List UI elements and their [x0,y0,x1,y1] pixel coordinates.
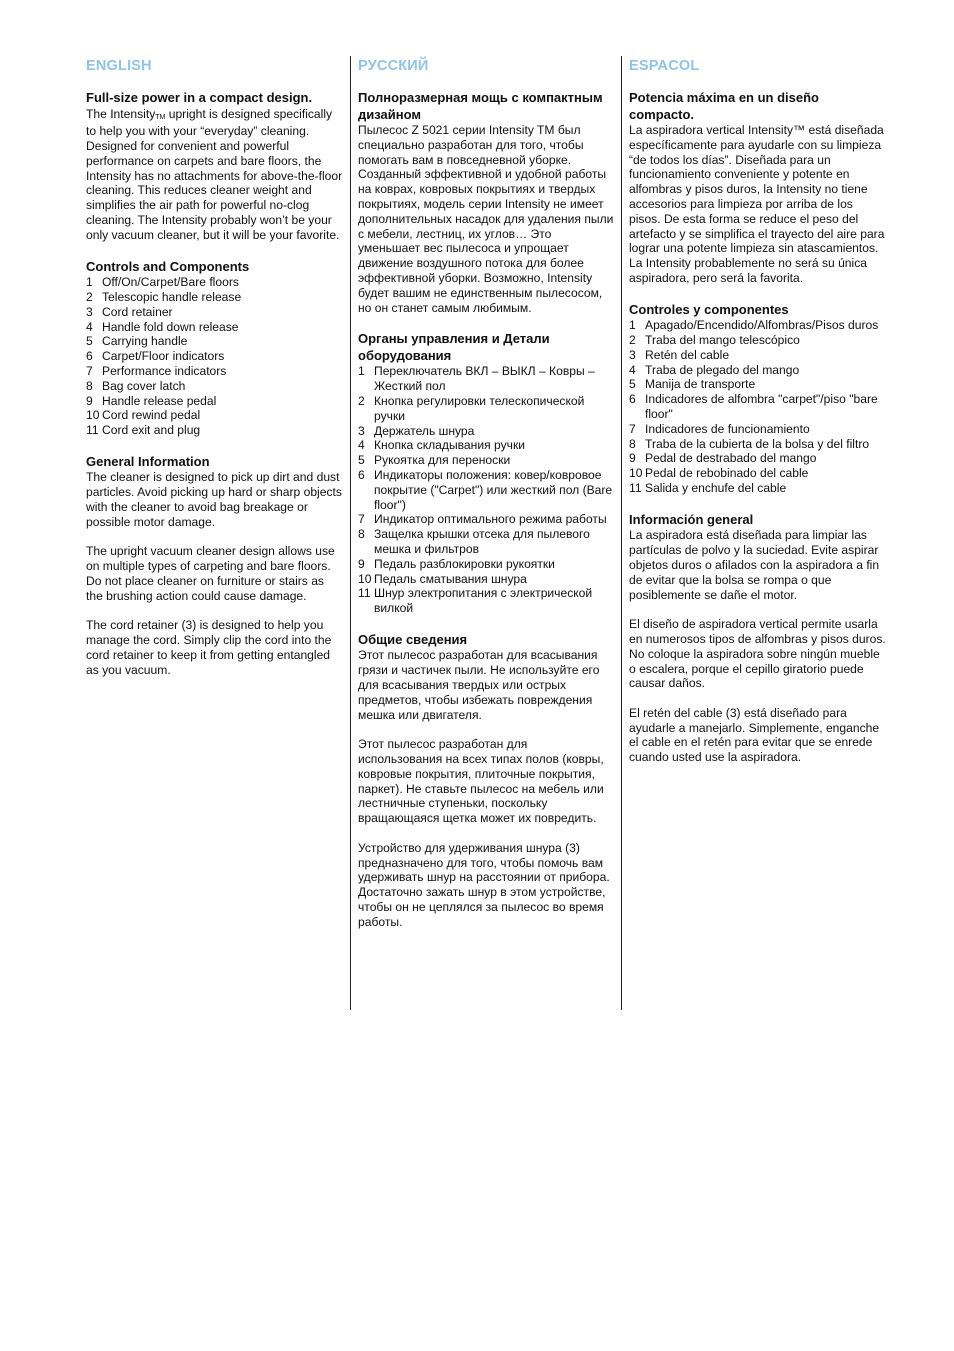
item-text: Рукоятка для переноски [374,453,511,468]
item-text: Cord retainer [102,304,173,319]
controls-list [86,275,344,438]
controls-list [358,364,614,616]
list-item [358,557,614,572]
intro-text-part1: The Intensity [86,106,156,121]
item-text: Indicadores de funcionamiento [645,421,810,436]
list-item [86,290,344,305]
spanish-column [629,56,887,765]
item-number: 11 [629,481,642,496]
general-paragraph: Устройство для удерживания шнура (3) предназначено для того, чтобы помочь вам удерживать шнур на расстоянии от прибора. Достаточно зажать шнур в этом устройстве, чтобы он не цеплялся за пылесос во время работы. [358,840,610,929]
list-item [629,363,887,378]
intro-title: Full-size power in a compact design. [86,90,313,105]
list-item [629,333,887,348]
item-number: 3 [629,347,636,362]
general-paragraph: The cord retainer (3) is designed to help you manage the cord. Simply clip the cord into the cord retainer to keep it from getting entangled as you vacuum. [86,618,332,677]
intro-text: La aspiradora vertical Intensity™ está diseñada específicamente para ayudarle con su limpieza “de todos los días”. Diseñada para un funcionamiento conveniente y potente en alfombras y pisos duros, la Intensity no tiene accesorios para limpieza por arriba de los pisos. De esta forma se reduce el peso del artefacto y se simplifica el trayecto del aire para lograr una potente limpieza sin atascamientos. La Intensity probablemente no será su única aspiradora, pero será la favorita. [629,123,885,285]
item-number: 9 [358,556,365,571]
general-paragraph: Этот пылесос разработан для использования на всех типах полов (ковры, ковровые покрытия, плиточные покрытия, паркет). Не ставьте пылесос на мебель или лестничные ступеньки, поскольку вращающаяся щетка может их повредить. [358,737,604,826]
general-paragraph: The upright vacuum cleaner design allows use on multiple types of carpeting and bare floors. Do not place cleaner on furniture or stairs as the brushing action could cause damage. [86,544,335,603]
item-number: 4 [358,438,365,453]
item-text: Handle fold down release [102,319,239,334]
item-number: 4 [629,362,636,377]
list-item [86,275,344,290]
item-number: 8 [358,527,365,542]
item-text: Traba de plegado del mango [645,362,800,377]
item-number: 4 [86,319,93,334]
item-number: 1 [86,275,93,290]
item-text: Педаль сматывания шнура [374,571,527,586]
general-paragraph: El diseño de aspiradora vertical permite usarla en numerosos tipos de alfombras y pisos duros. No coloque la aspiradora sobre ningún mueble o escalera, porque el cepillo giratorio puede causar daños. [629,617,886,691]
item-number: 9 [629,451,636,466]
item-number: 5 [86,334,93,349]
item-number: 6 [629,392,636,407]
general-title: General Information [86,453,210,469]
list-item [629,481,887,496]
list-item [629,392,887,422]
item-text: Кнопка складывания ручки [374,438,525,453]
item-number: 10 [86,408,100,423]
item-number: 10 [629,466,643,481]
list-item [358,438,614,453]
general-title: Información general [629,511,754,527]
item-text: Salida y enchufe del cable [645,481,787,496]
list-item [86,320,344,335]
item-text: Traba de la cubierta de la bolsa y del filtro [645,436,870,451]
item-text: Кнопка регулировки телескопической ручки [374,393,585,423]
intro-title: Полноразмерная мощь с компактным дизайном [358,90,603,122]
item-text: Защелка крышки отсека для пылевого мешка и фильтров [374,527,590,556]
column-divider [621,56,622,1010]
item-text: Telescopic handle release [102,289,242,304]
item-text: Держатель шнура [374,423,475,438]
intro-title: Potencia máxima en un diseño compacto. [629,90,819,122]
controls-title: Органы управления и Детали оборудования [358,331,550,363]
item-text: Педаль разблокировки рукоятки [374,556,555,571]
item-number: 11 [86,423,99,438]
list-item [86,334,344,349]
list-item [358,453,614,468]
item-number: 2 [358,393,365,408]
list-item [358,512,614,527]
general-paragraph: La aspiradora está diseñada para limpiar las partículas de polvo y la suciedad. Evite aspirar objetos duros o afilados con la aspiradora a fin de evitar que la bolsa se rompa o que posiblemente se dañe el motor. [629,528,880,602]
list-item [358,364,614,394]
item-number: 5 [629,377,636,392]
trademark-symbol: TM [155,113,166,121]
list-item [629,451,887,466]
list-item [86,394,344,409]
list-item [86,364,344,379]
item-number: 2 [629,333,636,348]
language-heading-russian: РУССКИЙ [358,58,429,74]
list-item [358,586,614,616]
list-item [629,377,887,392]
item-number: 3 [358,423,365,438]
item-number: 6 [358,467,365,482]
controls-title: Controls and Components [86,258,250,274]
list-item [629,318,887,333]
item-text: Pedal de destrabado del mango [645,451,817,466]
language-heading-spanish: ESPACOL [629,58,700,74]
item-number: 8 [86,378,93,393]
list-item [629,437,887,452]
item-text: Cord rewind pedal [102,408,201,423]
intro-text [86,107,344,243]
item-number: 5 [358,453,365,468]
general-paragraph: Этот пылесос разработан для всасывания грязи и частичек пыли. Не используйте его для всасывания твердых или острых предметов, чтобы избежать повреждения мешка или двигателя. [358,648,600,722]
item-text: Carpet/Floor indicators [102,349,225,364]
item-text: Apagado/Encendido/Alfombras/Pisos duros [645,318,879,333]
general-paragraph: The cleaner is designed to pick up dirt and dust particles. Avoid picking up hard or sharp objects with the cleaner to avoid bag breakage or possible motor damage. [86,470,342,529]
item-text: Off/On/Carpet/Bare floors [102,275,239,290]
column-divider [350,56,351,1010]
list-item [358,527,614,557]
controls-title: Controles y componentes [629,301,789,317]
item-number: 3 [86,304,93,319]
item-number: 7 [358,512,365,527]
item-text: Индикатор оптимального режима работы [374,512,607,527]
list-item [358,468,614,512]
list-item [86,305,344,320]
list-item [86,423,344,438]
list-item [629,422,887,437]
item-text: Переключатель ВКЛ – ВЫКЛ – Ковры – Жесткий пол [374,364,595,394]
item-text: Шнур электропитания с электрической вилкой [374,586,593,616]
intro-text: Пылесос Z 5021 серии Intensity TM был специально разработан для того, чтобы помогать вам в повседневной уборке. Созданный эффективной и удобной работы на коврах, ковровых покрытиях и твердых покрытиях, модель серии Intensity не имеет дополнительных насадок для удаления пыли с мебели, лестниц, их углов… Это уменьшает вес пылесоса и упрощает движение воздушного потока для более эффективной уборки. Возможно, Intensity будет вашим не единственным пылесосом, но он станет самым любимым. [358,123,614,315]
item-text: Bag cover latch [102,378,186,393]
english-column [86,56,344,678]
item-text: Indicadores de alfombra "carpet"/piso "bare floor" [645,392,878,422]
item-number: 7 [629,421,636,436]
item-number: 9 [86,393,93,408]
item-text: Performance indicators [102,363,227,378]
language-heading-english: ENGLISH [86,58,152,74]
list-item [629,348,887,363]
item-number: 10 [358,571,372,586]
item-number: 1 [358,364,365,379]
list-item [86,379,344,394]
item-number: 1 [629,318,636,333]
controls-list [629,318,887,496]
item-text: Handle release pedal [102,393,217,408]
item-number: 8 [629,436,636,451]
russian-column [358,56,614,930]
item-number: 2 [86,289,93,304]
list-item [86,408,344,423]
item-text: Pedal de rebobinado del cable [645,466,809,481]
general-title: Общие сведения [358,631,468,647]
item-text: Retén del cable [645,347,730,362]
general-paragraph: El retén del cable (3) está diseñado para ayudarle a manejarlo. Simplemente, enganche el cable en el retén para evitar que se enrede cuando usted use la aspiradora. [629,705,880,765]
item-number: 7 [86,363,93,378]
item-text: Индикаторы положения: ковер/ковровое покрытие ("Carpet") или жесткий пол (Bare floor") [374,467,613,512]
item-text: Traba del mango telescópico [645,333,800,348]
list-item [358,424,614,439]
item-number: 6 [86,349,93,364]
intro-text-part2: upright is designed specifically to help you with your “everyday” cleaning. Designed for convenient and powerful performance on carpets and bare floors, the Intensity has no attachments for above-the-floor cleaning. This reduces cleaner weight and simplifies the air path for powerful no-clog cleaning. The Intensity probably won’t be your only vacuum cleaner, but it will be your favorite. [86,106,343,242]
item-text: Cord exit and plug [102,423,201,438]
item-number: 11 [358,586,371,601]
item-text: Manija de transporte [645,377,756,392]
list-item [86,349,344,364]
list-item [358,394,614,424]
item-text: Carrying handle [102,334,188,349]
list-item [629,466,887,481]
list-item [358,572,614,587]
